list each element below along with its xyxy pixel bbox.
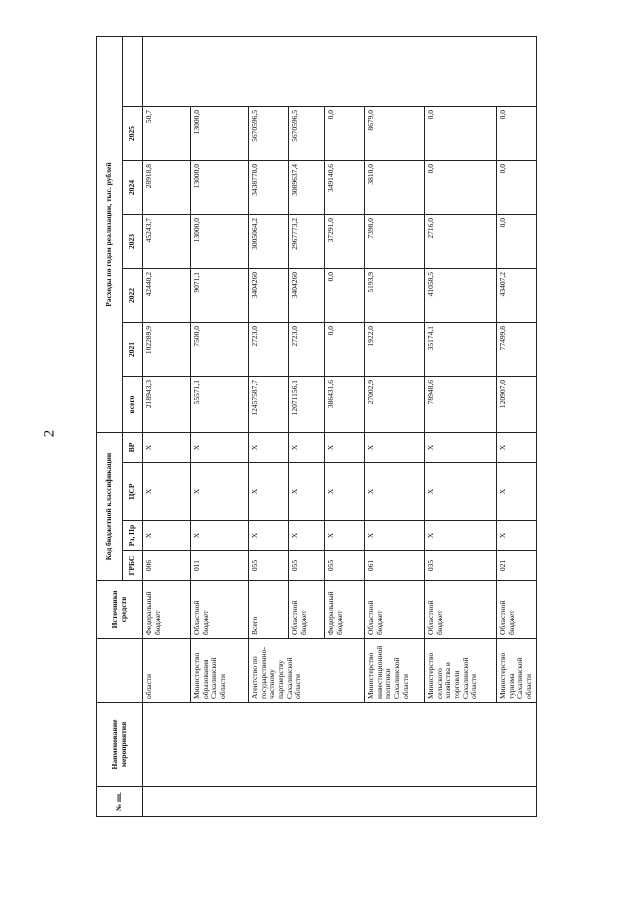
cell-csr: X (143, 463, 191, 521)
cell-grbs: 055 (325, 551, 365, 581)
cell-2021: 2723,0 (249, 323, 289, 377)
cell-2023: 2716,0 (425, 215, 497, 269)
cell-2025: 0,0 (497, 107, 537, 161)
budget-table-container (96, 47, 533, 817)
header-spend-group: Расходы по годам реализации, тыс. рублей (97, 36, 123, 432)
cell-grbs: 021 (497, 551, 537, 581)
cell-vr: X (425, 433, 497, 463)
cell-2021: 77499,8 (497, 323, 537, 377)
header-rzpr: Рз, Пр (123, 521, 143, 551)
table-row (143, 36, 191, 816)
cell-grbs: 006 (143, 551, 191, 581)
cell-rzpr: X (289, 521, 325, 551)
header-org (97, 639, 143, 703)
cell-vr: X (249, 433, 289, 463)
cell-total: 218943,3 (143, 377, 191, 433)
cell-2025: 13000,0 (191, 107, 249, 161)
header-source: Источники средств (97, 581, 143, 639)
cell-org: Министерство образования Сахалинской области (191, 639, 249, 703)
cell-source: Областной бюджет (289, 581, 325, 639)
page-number: 2 (41, 429, 58, 438)
cell-csr: X (191, 463, 249, 521)
cell-2025: 5670596,5 (249, 107, 289, 161)
cell-vr: X (143, 433, 191, 463)
cell-2021: 2723,0 (289, 323, 325, 377)
cell-total: 120907,0 (497, 377, 537, 433)
cell-org: Министерство инвестиционной политики Сахалинской области (365, 639, 425, 703)
header-2021: 2021 (123, 323, 143, 377)
cell-2024: 0,0 (497, 161, 537, 215)
header-vr: ВР (123, 433, 143, 463)
cell-total: 386431,6 (325, 377, 365, 433)
header-csr: ЦСР (123, 463, 143, 521)
cell-total: 55571,1 (191, 377, 249, 433)
cell-2022: 43407,2 (497, 269, 537, 323)
page-footer (0, 879, 640, 880)
cell-csr: X (425, 463, 497, 521)
cell-num (143, 787, 537, 817)
cell-2024: 0,0 (425, 161, 497, 215)
cell-2022: 5193,9 (365, 269, 425, 323)
cell-spare (143, 36, 537, 106)
cell-2022: 42440,2 (143, 269, 191, 323)
cell-2023: 7398,0 (365, 215, 425, 269)
table-header (97, 36, 143, 816)
cell-vr: X (365, 433, 425, 463)
cell-total: 78948,6 (425, 377, 497, 433)
cell-2025: 8679,0 (365, 107, 425, 161)
cell-vr: X (289, 433, 325, 463)
cell-vr: X (191, 433, 249, 463)
table-row (497, 36, 537, 816)
cell-2023: 37291,0 (325, 215, 365, 269)
cell-grbs: 011 (191, 551, 249, 581)
header-total: всего (123, 377, 143, 433)
cell-source: Федеральный бюджет (143, 581, 191, 639)
cell-rzpr: X (497, 521, 537, 551)
cell-2023: 3005064,2 (249, 215, 289, 269)
table-row (249, 36, 289, 816)
cell-2024: 349140,6 (325, 161, 365, 215)
cell-2024: 3089637,4 (289, 161, 325, 215)
cell-grbs: 061 (365, 551, 425, 581)
cell-csr: X (289, 463, 325, 521)
cell-2023: 0,0 (497, 215, 537, 269)
header-spare (123, 36, 143, 106)
cell-2022: 9071,1 (191, 269, 249, 323)
cell-csr: X (249, 463, 289, 521)
cell-2022: 0,0 (325, 269, 365, 323)
header-2023: 2023 (123, 215, 143, 269)
header-code-group: Код бюджетной классификации (97, 433, 123, 581)
cell-2021: 1922,0 (365, 323, 425, 377)
cell-source: Федеральный бюджет (325, 581, 365, 639)
cell-org: области (143, 639, 191, 703)
cell-2023: 45243,7 (143, 215, 191, 269)
cell-source: Областной бюджет (497, 581, 537, 639)
cell-total: 12457587,7 (249, 377, 289, 433)
budget-table (96, 36, 537, 817)
cell-total: 12071156,1 (289, 377, 325, 433)
cell-rzpr: X (425, 521, 497, 551)
cell-org: Министерство сельского хозяйства и торговли Сахалинской области (425, 639, 497, 703)
cell-2022: 3404260 (249, 269, 289, 323)
cell-rzpr: X (325, 521, 365, 551)
cell-2021: 102289,9 (143, 323, 191, 377)
cell-2024: 28918,8 (143, 161, 191, 215)
header-grbs: ГРБС (123, 551, 143, 581)
table-body (143, 36, 537, 816)
cell-2021: 35174,1 (425, 323, 497, 377)
cell-2024: 3438778,0 (249, 161, 289, 215)
cell-vr: X (497, 433, 537, 463)
header-2025: 2025 (123, 107, 143, 161)
cell-source: Областной бюджет (425, 581, 497, 639)
cell-2023: 2967773,2 (289, 215, 325, 269)
cell-2025: 50,7 (143, 107, 191, 161)
cell-2025: 0,0 (325, 107, 365, 161)
cell-grbs: 055 (289, 551, 325, 581)
cell-rzpr: X (365, 521, 425, 551)
cell-2025: 0,0 (425, 107, 497, 161)
cell-2021: 0,0 (325, 323, 365, 377)
header-2024: 2024 (123, 161, 143, 215)
cell-org: Министерство туризма Сахалинской области (497, 639, 537, 703)
cell-rzpr: X (249, 521, 289, 551)
cell-total: 27002,9 (365, 377, 425, 433)
cell-2022: 3404260 (289, 269, 325, 323)
cell-name (143, 703, 537, 787)
cell-grbs: 055 (249, 551, 289, 581)
cell-rzpr: X (143, 521, 191, 551)
cell-source: Всего (249, 581, 289, 639)
cell-source: Областной бюджет (365, 581, 425, 639)
table-row (365, 36, 425, 816)
cell-2025: 5670596,5 (289, 107, 325, 161)
cell-csr: X (365, 463, 425, 521)
cell-2021: 7500,0 (191, 323, 249, 377)
cell-2023: 13000,0 (191, 215, 249, 269)
header-num: № пп. (97, 787, 143, 817)
cell-2024: 13000,0 (191, 161, 249, 215)
header-name: Наименование мероприятия (97, 703, 143, 787)
cell-csr: X (497, 463, 537, 521)
cell-vr: X (325, 433, 365, 463)
table-row (425, 36, 497, 816)
header-2022: 2022 (123, 269, 143, 323)
cell-rzpr: X (191, 521, 249, 551)
cell-2022: 41058,5 (425, 269, 497, 323)
table-row (191, 36, 249, 816)
cell-org: Агентство по государственно-частному партнерству Сахалинской области (249, 639, 365, 703)
cell-grbs: 035 (425, 551, 497, 581)
cell-csr: X (325, 463, 365, 521)
cell-source: Областной бюджет (191, 581, 249, 639)
cell-2024: 3810,0 (365, 161, 425, 215)
